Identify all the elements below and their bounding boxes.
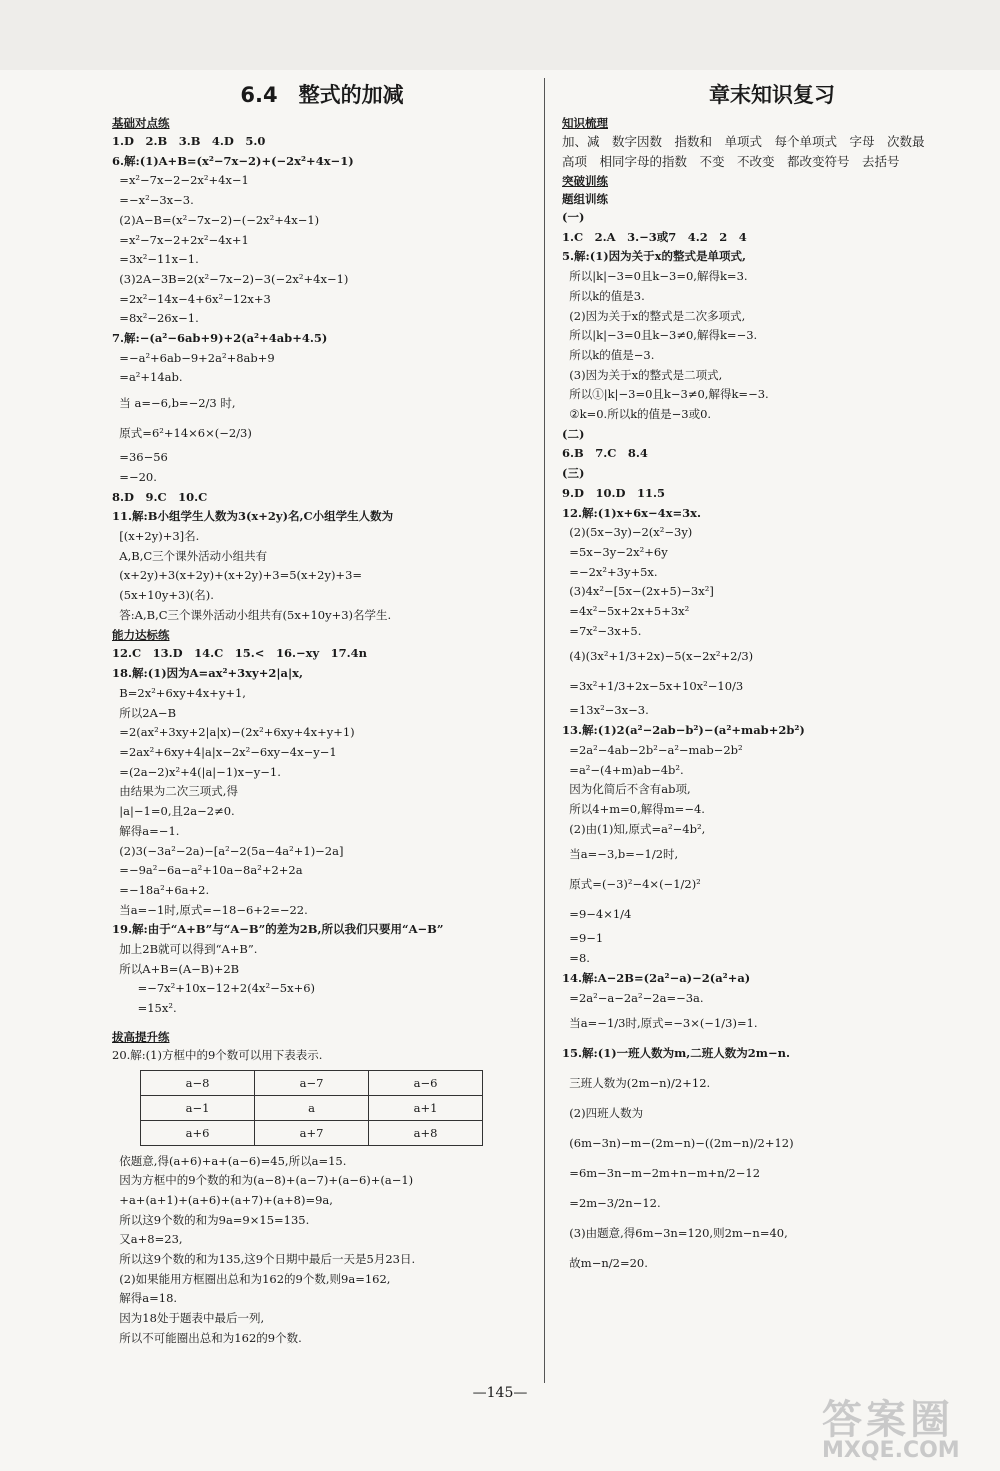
answer-line: (4)(3x²+1/3+2x)−5(x−2x²+2/3) (562, 649, 754, 664)
answer-line: =−18a²+6a+2. (112, 882, 210, 897)
answer-line: ②k=0.所以k的值是−3或0. (562, 407, 712, 422)
heading-breakthrough: 突破训练 (562, 174, 608, 188)
table-cell: a−1 (141, 1095, 255, 1120)
answer-line: =3x²+1/3+2x−5x+10x²−10/3 (562, 679, 744, 694)
answer-line: 所以A+B=(A−B)+2B (112, 961, 240, 976)
answer-line: 当a=−1时,原式=−18−6+2=−22. (112, 902, 308, 917)
answer-line: 1.C 2.A 3.−3或7 4.2 2 4 (562, 229, 747, 244)
column-divider (544, 78, 545, 1383)
answer-line: 13.解:(1)2(a²−2ab−b²)−(a²+mab+2b²) (562, 723, 805, 738)
answer-line: 1.D 2.B 3.B 4.D 5.0 (112, 134, 266, 148)
group-3-answers (562, 484, 982, 642)
answer-line: =a²+14ab. (112, 370, 183, 385)
answer-line: |a|−1=0,且2a−2≠0. (112, 804, 235, 819)
heading-ability-practice: 能力达标练 (112, 628, 170, 643)
answer-line: (5x+10y+3)(名). (112, 588, 214, 603)
answer-line: B=2x²+6xy+4x+y+1, (112, 685, 246, 700)
answer-line: =6m−3n−m−2m+n−m+n/2−12 (562, 1166, 761, 1181)
group-2-label: (二) (562, 426, 585, 441)
answer-line: =−7x²+10x−12+2(4x²−5x+6) (112, 981, 316, 996)
answers-block-1b (112, 388, 532, 448)
answer-line: 因为化简后不含有ab项, (562, 782, 691, 797)
answer-line: (2)四班人数为 (562, 1106, 644, 1121)
scan-top-band (0, 0, 1000, 70)
answer-line: =−a²+6ab−9+2a²+8ab+9 (112, 350, 275, 365)
answer-line: 15.解:(1)一班人数为m,二班人数为2m−n. (562, 1046, 790, 1061)
watermark-text: 答案圈 (822, 1397, 954, 1443)
table-cell: a+1 (369, 1095, 483, 1120)
answers-block-1 (112, 132, 532, 388)
answer-line: =2m−3/2n−12. (562, 1196, 661, 1211)
watermark-logo (822, 1397, 992, 1464)
group-3-answers-b (562, 641, 982, 701)
answer-20-intro: 20.解:(1)方框中的9个数可以用下表表示. (112, 1047, 323, 1062)
keywords-line-2: 高项 相同字母的指数 不变 不改变 都改变符号 去括号 (562, 153, 900, 169)
answer-line: =−2x²+3y+5x. (562, 564, 658, 579)
answer-line: 7.解:−(a²−6ab+9)+2(a²+4ab+4.5) (112, 331, 328, 346)
answer-line: 原式=6²+14×6×(−2/3) (112, 426, 252, 441)
table-cell: a+7 (255, 1120, 369, 1145)
answer-line: (2)如果能用方框圈出总和为162的9个数,则9a=162, (112, 1271, 391, 1286)
answer-line: 加上2B就可以得到“A+B”. (112, 942, 258, 957)
answer-line: 6.B 7.C 8.4 (562, 446, 648, 461)
answer-line: 所以①|k|−3=0且k−3≠0,解得k=−3. (562, 387, 769, 402)
answer-line: 答:A,B,C三个课外活动小组共有(5x+10y+3)名学生. (112, 607, 392, 622)
answer-line: 所以k的值是3. (562, 288, 645, 303)
answer-line: 14.解:A−2B=(2a²−a)−2(a²+a) (562, 970, 751, 985)
answer-line: (3)因为关于x的整式是二项式, (562, 367, 723, 382)
answer-line: =15x². (112, 1001, 177, 1016)
group-3-answers-e (562, 929, 982, 1008)
left-column (112, 75, 532, 1349)
group-1-label: (一) (562, 210, 585, 224)
answer-line: =8. (562, 951, 590, 966)
table-cell: a−7 (255, 1070, 369, 1095)
answer-line: =9−1 (562, 931, 604, 946)
heading-knowledge-summary: 知识梳理 (562, 116, 608, 130)
number-grid-table (140, 1070, 483, 1146)
table-cell: a−6 (369, 1070, 483, 1095)
table-cell: a (255, 1095, 369, 1120)
answer-line: =8x²−26x−1. (112, 311, 199, 326)
right-column (562, 75, 982, 1278)
answer-line: 因为方框中的9个数的和为(a−8)+(a−7)+(a−6)+(a−1) (112, 1173, 414, 1188)
answer-line: =2(ax²+3xy+2|a|x)−(2x²+6xy+4x+y+1) (112, 725, 355, 740)
answer-line: 5.解:(1)因为关于x的整式是单项式, (562, 249, 746, 264)
answer-line: 所以k的值是−3. (562, 347, 655, 362)
answer-line: 当a=−1/3时,原式=−3×(−1/3)=1. (562, 1016, 758, 1031)
heading-advanced-practice: 拔高提升练 (112, 1029, 170, 1044)
answer-line: =−20. (112, 469, 157, 484)
answer-line: 当a=−3,b=−1/2时, (562, 847, 679, 862)
heading-group-training: 题组训练 (562, 192, 608, 206)
answer-line: 所以2A−B (112, 705, 177, 720)
answer-line: =7x²−3x+5. (562, 623, 642, 638)
answer-line: =(2a−2)x²+4(|a|−1)x−y−1. (112, 764, 281, 779)
answer-line: =2a²−a−2a²−2a=−3a. (562, 990, 704, 1005)
answer-line: [(x+2y)+3]名. (112, 528, 200, 543)
watermark-url: MXQE.COM (822, 1438, 960, 1463)
answer-line: 当 a=−6,b=−2/3 时, (112, 396, 236, 411)
answer-line: 所以这9个数的和为9a=9×15=135. (112, 1212, 310, 1227)
answer-line: (2)因为关于x的整式是二次多项式, (562, 308, 746, 323)
group-3-answers-f (562, 1008, 982, 1098)
answer-line: 所以不可能圈出总和为162的9个数. (112, 1330, 302, 1345)
answer-line: =x²−7x−2−2x²+4x−1 (112, 173, 249, 188)
answer-line: (3)由题意,得6m−3n=120,则2m−n=40, (562, 1226, 788, 1241)
answer-line: 19.解:由于“A+B”与“A−B”的差为2B,所以我们只要用“A−B” (112, 922, 444, 937)
group-3-answers-g (562, 1098, 982, 1278)
answer-line: 11.解:B小组学生人数为3(x+2y)名,C小组学生人数为 (112, 509, 394, 524)
answer-line: (6m−3n)−m−(2m−n)−((2m−n)/2+12) (562, 1136, 794, 1151)
answer-line: (2)A−B=(x²−7x−2)−(−2x²+4x−1) (112, 212, 320, 227)
answer-line: 所以这9个数的和为135,这9个日期中最后一天是5月23日. (112, 1252, 416, 1267)
table-cell: a+6 (141, 1120, 255, 1145)
answer-line: =9−4×1/4 (562, 907, 632, 922)
answer-line: 又a+8=23, (112, 1232, 183, 1247)
table-cell: a+8 (369, 1120, 483, 1145)
table-row (141, 1095, 483, 1120)
answer-line: 所以|k|−3=0且k−3=0,解得k=3. (562, 269, 748, 284)
answer-line: =4x²−5x+2x+5+3x² (562, 604, 690, 619)
keywords-line-1: 加、减 数字因数 指数和 单项式 每个单项式 字母 次数最 (562, 134, 925, 149)
answer-line: 由结果为二次三项式,得 (112, 784, 238, 799)
answers-block-1c (112, 448, 532, 625)
group-3-answers-d (562, 839, 982, 929)
heading-basic-practice: 基础对点练 (112, 116, 170, 130)
section-title-6-4: 6.4 整式的加减 (240, 83, 404, 107)
answer-line: 因为18处于题表中最后一列, (112, 1311, 265, 1326)
answer-line: =3x²−11x−1. (112, 252, 199, 267)
table-row (141, 1070, 483, 1095)
answer-line: (3)2A−3B=2(x²−7x−2)−3(−2x²+4x−1) (112, 271, 349, 286)
answer-line: =13x²−3x−3. (562, 703, 649, 718)
answer-line: 解得a=18. (112, 1291, 178, 1306)
table-cell: a−8 (141, 1070, 255, 1095)
answer-line: 9.D 10.D 11.5 (562, 485, 665, 500)
answer-line: +a+(a+1)+(a+6)+(a+7)+(a+8)=9a, (112, 1192, 333, 1207)
answer-line: =36−56 (112, 450, 168, 465)
answers-block-2 (112, 644, 532, 1018)
answer-line: (x+2y)+3(x+2y)+(x+2y)+3=5(x+2y)+3= (112, 568, 363, 583)
answer-line: 6.解:(1)A+B=(x²−7x−2)+(−2x²+4x−1) (112, 153, 354, 168)
group-3-label: (三) (562, 466, 585, 481)
answer-line: (2)由(1)知,原式=a²−4b², (562, 821, 706, 836)
answer-line: =2x²−14x−4+6x²−12x+3 (112, 291, 271, 306)
answer-line: =5x−3y−2x²+6y (562, 544, 668, 559)
answer-line: 所以|k|−3=0且k−3≠0,解得k=−3. (562, 328, 758, 343)
page-number: —145— (472, 1385, 528, 1401)
answer-line: =a²−(4+m)ab−4b². (562, 762, 684, 777)
answer-line: (3)4x²−[5x−(2x+5)−3x²] (562, 584, 714, 599)
answer-line: 解得a=−1. (112, 823, 180, 838)
answer-line: A,B,C三个课外活动小组共有 (112, 548, 268, 563)
answer-line: 故m−n/2=20. (562, 1256, 648, 1271)
answer-line: =2a²−4ab−2b²−a²−mab−2b² (562, 742, 743, 757)
answer-line: =2ax²+6xy+4|a|x−2x²−6xy−4x−y−1 (112, 744, 337, 759)
answer-line: 12.解:(1)x+6x−4x=3x. (562, 505, 701, 520)
section-title-chapter-review: 章末知识复习 (709, 83, 835, 107)
group-1-answers (562, 228, 982, 425)
answer-line: (2)3(−3a²−2a)−[a²−2(5a−4a²+1)−2a] (112, 843, 344, 858)
answer-line: 原式=(−3)²−4×(−1/2)² (562, 877, 701, 892)
group-2-answers (562, 444, 982, 464)
answers-block-3 (112, 1152, 532, 1349)
answer-line: (2)(5x−3y)−2(x²−3y) (562, 525, 693, 540)
group-3-answers-c (562, 701, 982, 839)
answer-line: 18.解:(1)因为A=ax²+3xy+2|a|x, (112, 666, 304, 681)
answer-line: 12.C 13.D 14.C 15.< 16.−xy 17.4n (112, 646, 367, 661)
answer-line: 8.D 9.C 10.C (112, 489, 208, 504)
answer-line: =x²−7x−2+2x²−4x+1 (112, 232, 249, 247)
answer-line: 所以4+m=0,解得m=−4. (562, 801, 705, 816)
answer-line: 三班人数为(2m−n)/2+12. (562, 1076, 711, 1091)
answer-line: =−x²−3x−3. (112, 193, 194, 208)
answer-line: 依题意,得(a+6)+a+(a−6)=45,所以a=15. (112, 1153, 347, 1168)
answer-line: =−9a²−6a−a²+10a−8a²+2+2a (112, 863, 303, 878)
table-row (141, 1120, 483, 1145)
